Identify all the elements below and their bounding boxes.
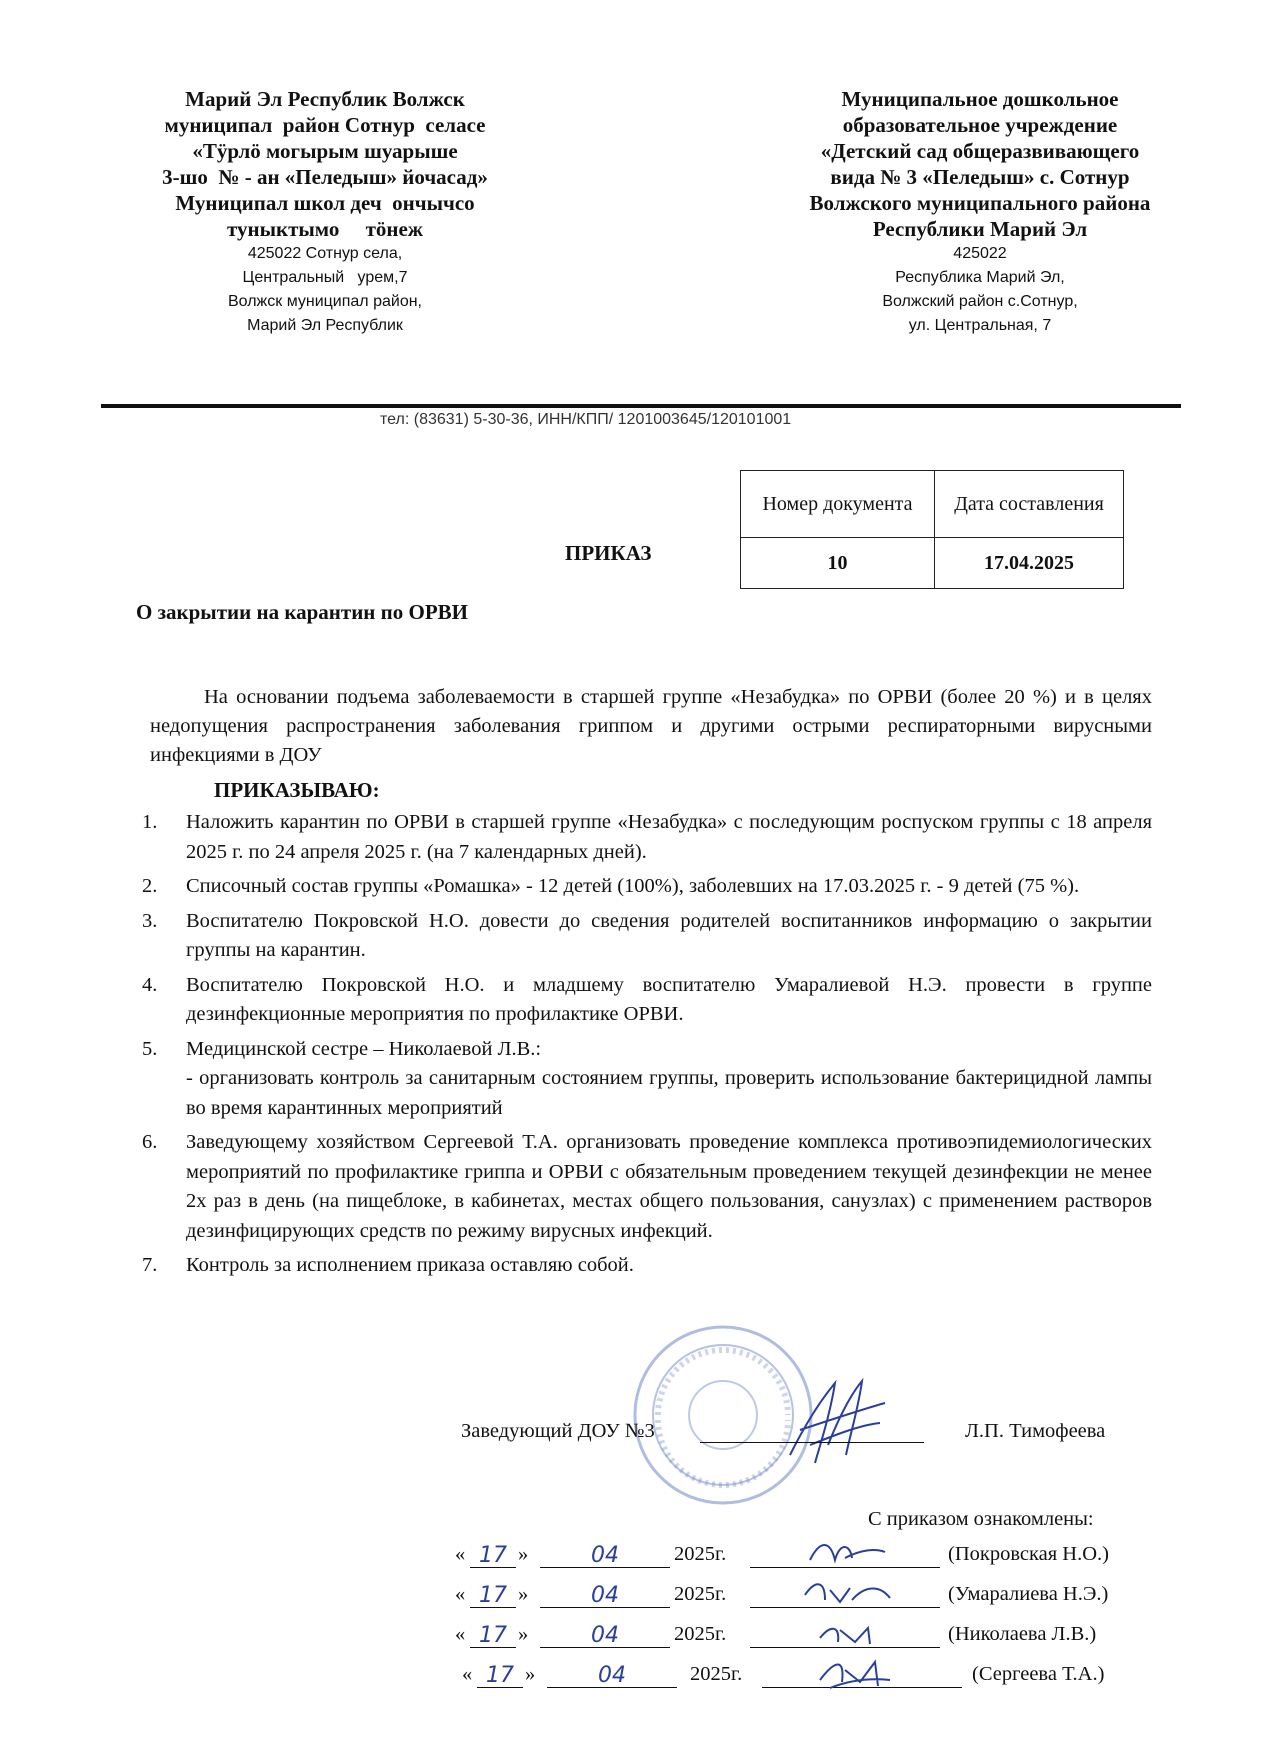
ack-year: 2025г. <box>674 1543 727 1565</box>
director-signature <box>780 1375 890 1470</box>
order-item <box>136 1128 1152 1246</box>
ack-year: 2025г. <box>674 1583 727 1605</box>
ack-day: 17 <box>470 1543 516 1568</box>
item-text: Медицинской сестре – Николаевой Л.В.: <box>186 1037 542 1060</box>
order-title: ПРИКАЗ <box>565 541 652 565</box>
document-info-table <box>740 470 1124 589</box>
order-item <box>136 1251 1152 1281</box>
ack-person: (Сергеева Т.А.) <box>972 1663 1105 1685</box>
item-text: Воспитателю Покровской Н.О. довести до сведения родителей воспитанников информацию о закрытии группы на карантин. <box>186 909 1152 961</box>
ack-month: 04 <box>540 1623 670 1648</box>
ack-day: 17 <box>470 1583 516 1608</box>
doc-date-value: 17.04.2025 <box>935 538 1124 589</box>
date-close-quote: » <box>518 1583 529 1605</box>
ack-day: 17 <box>477 1663 523 1688</box>
item-number: 7. <box>142 1254 158 1276</box>
header-right-line: Волжского муниципального района <box>809 191 1151 215</box>
header-divider <box>101 404 1181 408</box>
acknowledgement-row <box>0 1663 1276 1693</box>
header-right-address: 425022 <box>953 245 1007 262</box>
header-right-address: ул. Центральная, 7 <box>908 317 1052 334</box>
ack-person: (Николаева Л.В.) <box>948 1623 1097 1645</box>
order-item <box>136 1035 1152 1124</box>
item-number: 5. <box>142 1037 158 1060</box>
date-close-quote: » <box>518 1623 529 1645</box>
item-number: 2. <box>142 875 158 897</box>
item-text: Списочный состав группы «Ромашка» - 12 детей (100%), заболевших на 17.03.2025 г. - 9 детей (75 %). <box>186 875 1080 897</box>
acknowledgement-row <box>0 1543 1276 1573</box>
item-text: Заведующему хозяйством Сергеевой Т.А. организовать проведение комплекса противоэпидемиологических мероприятий по профилактике гриппа и ОРВИ с обязательным проведением текущей дезинфекции не менее 2х раз в день (на пищеблоке, в кабинетах, местах общего пользования, санузлах) с применением растворов дезинфицирующих средств по режиму вирусных инфекций. <box>186 1131 1152 1242</box>
signature-blank <box>700 1442 924 1443</box>
acknowledgement-row <box>0 1583 1276 1613</box>
item-text: Контроль за исполнением приказа оставляю собой. <box>186 1254 634 1276</box>
order-item <box>136 971 1152 1030</box>
header-left-line: муниципал район Сотнур селасе <box>164 113 486 137</box>
header-right-address: Республика Марий Эл, <box>895 269 1065 286</box>
ack-person: (Покровская Н.О.) <box>948 1543 1109 1565</box>
header-left-line: «Тӱрлӧ могырым шуарыше <box>192 139 458 163</box>
item-number: 6. <box>142 1131 158 1153</box>
doc-number-value: 10 <box>741 538 935 589</box>
header-right-block <box>745 86 1215 338</box>
ack-month: 04 <box>540 1583 670 1608</box>
date-open-quote: « <box>455 1623 466 1645</box>
date-close-quote: » <box>525 1663 536 1685</box>
ack-year: 2025г. <box>690 1663 743 1685</box>
date-close-quote: » <box>518 1543 529 1565</box>
director-position: Заведующий ДОУ №3 <box>461 1420 655 1442</box>
acknowledgement-row <box>0 1623 1276 1653</box>
header-left-address: Центральный урем,7 <box>242 269 408 286</box>
order-subject: О закрытии на карантин по ОРВИ <box>136 600 468 624</box>
header-left-line: Марий Эл Республик Волжск <box>185 87 465 111</box>
item-text: Наложить карантин по ОРВИ в старшей группе «Незабудка» с последующим роспуском группы с 18 апреля 2025 г. по 24 апреля 2025 г. (на 7 календарных дней). <box>186 811 1152 863</box>
decree-heading: ПРИКАЗЫВАЮ: <box>214 778 380 802</box>
header-right-line: «Детский сад общеразвивающего <box>820 139 1140 163</box>
header-left-address: 425022 Сотнур села, <box>247 245 403 262</box>
item-number: 4. <box>142 973 158 996</box>
header-left-line: туныктымо тӧнеж <box>226 217 424 241</box>
date-open-quote: « <box>455 1543 466 1565</box>
contact-line: тел: (83631) 5-30-36, ИНН/КПП/ 1201003645/120101001 <box>380 411 792 428</box>
ack-person: (Умаралиева Н.Э.) <box>948 1583 1109 1605</box>
acknowledgement-signatures <box>790 1530 930 1700</box>
header-right-line: Муниципальное дошкольное <box>841 87 1119 111</box>
header-right-line: Республики Марий Эл <box>872 217 1088 241</box>
order-item <box>136 808 1152 867</box>
header-right-line: вида № 3 «Пеледыш» с. Сотнур <box>830 165 1130 189</box>
doc-date-header: Дата составления <box>935 471 1124 538</box>
item-number: 3. <box>142 909 158 932</box>
ack-month: 04 <box>547 1663 677 1688</box>
header-left-line: 3-шо № - ан «Пеледыш» йочасад» <box>162 165 488 189</box>
header-left-block <box>105 86 545 338</box>
header-right-address: Волжский район с.Сотнур, <box>882 293 1078 310</box>
ack-year: 2025г. <box>674 1623 727 1645</box>
acknowledgement-title: С приказом ознакомлены: <box>868 1508 1094 1530</box>
order-item <box>136 907 1152 966</box>
order-item <box>136 872 1152 902</box>
doc-number-header: Номер документа <box>741 471 935 538</box>
item-text: Воспитателю Покровской Н.О. и младшему воспитателю Умаралиевой Н.Э. провести в группе дезинфекционные мероприятия по профилактике ОРВИ. <box>186 973 1152 1025</box>
header-left-address: Марий Эл Республик <box>247 317 403 334</box>
intro-paragraph: На основании подъема заболеваемости в старшей группе «Незабудка» по ОРВИ (более 20 %) и в целях недопущения распространения заболевания гриппом и другими острыми респираторными вирусными инфекциями в ДОУ <box>150 686 1152 766</box>
director-name: Л.П. Тимофеева <box>965 1420 1106 1442</box>
ack-month: 04 <box>540 1543 670 1568</box>
date-open-quote: « <box>455 1583 466 1605</box>
header-left-address: Волжск муниципал район, <box>227 293 422 310</box>
item-subtext: - организовать контроль за санитарным состоянием группы, проверить использование бактерицидной лампы во время карантинных мероприятий <box>186 1067 1152 1119</box>
order-items-list <box>136 808 1152 1286</box>
header-left-line: Муниципал школ деч ончычсо <box>175 191 475 215</box>
ack-day: 17 <box>470 1623 516 1648</box>
date-open-quote: « <box>462 1663 473 1685</box>
item-number: 1. <box>142 811 158 833</box>
header-right-line: образовательное учреждение <box>842 113 1118 137</box>
